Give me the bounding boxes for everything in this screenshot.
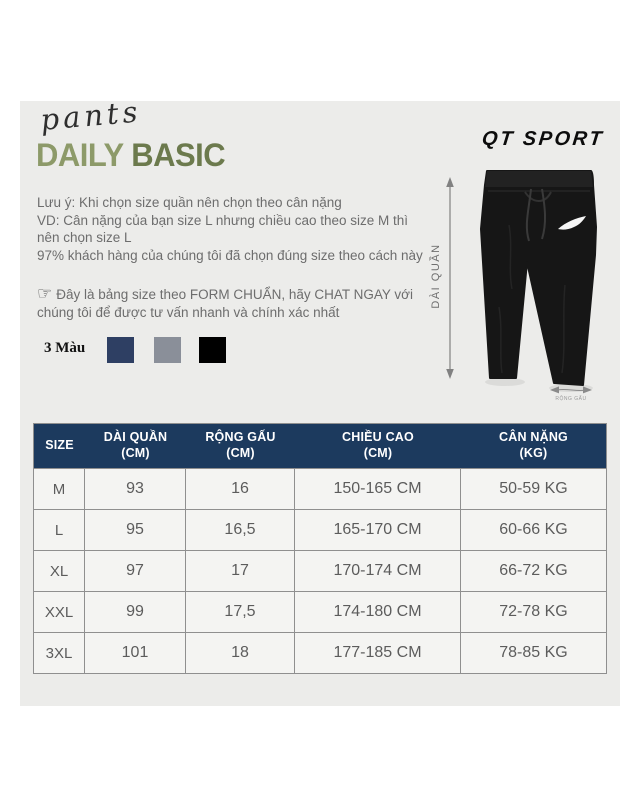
content-card [20,94,620,706]
size-table-header [34,424,606,468]
script-word-pants: pants [39,94,143,137]
cta-note [37,285,445,321]
table-row-m: M 93 16 150-165 CM 50-59 KG [34,468,606,509]
header-can-nang: CÂN NẶNG (KG) [499,430,568,460]
table-row-xxl: XXL 99 17,5 174-180 CM 72-78 KG [34,591,606,632]
color-swatch-gray [154,337,181,363]
hem-width-arrow [550,384,592,396]
intro-line-2: VD: Cân nặng của bạn size L nhưng chiều cao theo size M thì [37,212,409,228]
size-table [33,423,607,674]
header-dai-quan: DÀI QUẦN (CM) [103,430,168,460]
color-swatch-black [199,337,226,363]
pants-product-image [479,167,605,399]
page-title-word2: BASIC [131,137,226,174]
header-size: SIZE [45,438,74,453]
intro-line-1: Lưu ý: Khi chọn size quần nên chọn theo cân nặng [37,195,342,210]
page-title-word1: DAILY [36,137,124,174]
intro-line-3: nên chọn size L [37,230,132,246]
intro-notes [37,194,447,264]
length-label: DÀI QUẦN [430,243,442,309]
color-swatch-navy [107,337,134,363]
pointing-hand-icon: ☞ [37,284,53,303]
table-row-3xl: 3XL 101 18 177-185 CM 78-85 KG [34,632,606,673]
table-row-xl: XL 97 17 170-174 CM 66-72 KG [34,550,606,591]
page-title [36,137,225,174]
colors-count-label: 3 Màu [44,340,86,356]
cta-text: Đây là bảng size theo FORM CHUẨN, hãy CHAT NGAY với chúng tôi để được tư vấn nhanh và chính xác nhất [37,287,413,320]
length-arrow [443,177,457,379]
brand-logo: QT SPORT [481,128,606,150]
header-chieu-cao: CHIỀU CAO (CM) [342,430,414,460]
table-row-l: L 95 16,5 165-170 CM 60-66 KG [34,509,606,550]
intro-line-4: 97% khách hàng của chúng tôi đã chọn đúng size theo cách này [37,247,423,263]
header-rong-gau: RỘNG GẤU (CM) [205,430,276,460]
hem-width-label: RỘNG GẤU [555,396,587,402]
